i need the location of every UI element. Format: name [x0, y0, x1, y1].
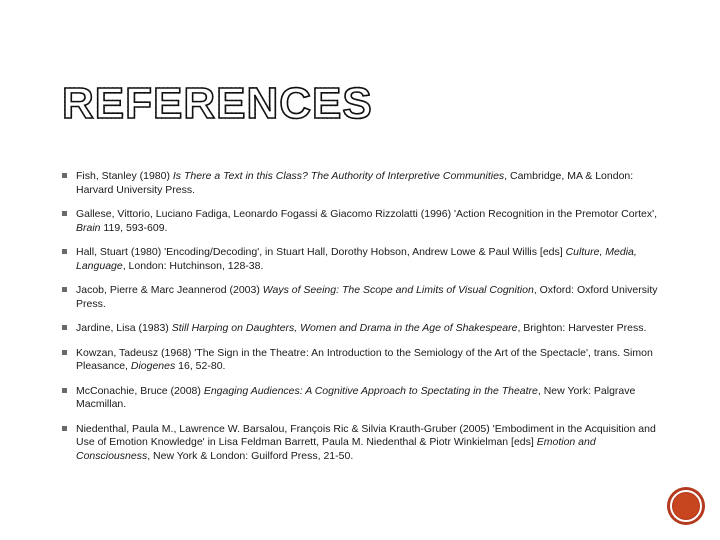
- slide-badge-icon: [666, 486, 706, 526]
- reference-item: [60, 322, 660, 336]
- square-bullet-icon: [62, 173, 67, 178]
- reference-title: Diogenes: [130, 360, 176, 372]
- reference-item: [60, 347, 660, 374]
- reference-text: , New York & London: Guilford Press, 21-50.: [147, 449, 354, 462]
- reference-title: Is There a Text in this Class? The Authority of Interpretive Communities: [172, 170, 505, 182]
- reference-item: [60, 385, 660, 412]
- reference-text: Hall, Stuart (1980) 'Encoding/Decoding', in Stuart Hall, Dorothy Hobson, Andrew Lowe & Paul Willis [eds]: [76, 246, 566, 258]
- reference-item: [60, 423, 660, 464]
- square-bullet-icon: [62, 325, 67, 330]
- reference-text: , Cambridge, MA & London: Harvard University Press.: [76, 170, 634, 196]
- reference-item: [60, 208, 660, 235]
- badge-inner-disc: [673, 493, 699, 519]
- reference-text: , London: Hutchinson, 128-38.: [122, 259, 264, 272]
- square-bullet-icon: [62, 249, 67, 254]
- slide-title: REFERENCES: [62, 79, 373, 128]
- reference-text: , Brighton: Harvester Press.: [517, 322, 647, 334]
- reference-title: Engaging Audiences: A Cognitive Approach to Spectating in the Theatre: [203, 384, 538, 397]
- reference-title: Emotion and Consciousness: [76, 436, 596, 462]
- reference-title: Still Harping on Daughters, Women and Drama in the Age of Shakespeare: [171, 322, 518, 334]
- square-bullet-icon: [62, 426, 67, 431]
- reference-title: Brain: [76, 221, 101, 234]
- reference-item: [60, 170, 660, 197]
- reference-text: Fish, Stanley (1980): [76, 170, 173, 182]
- square-bullet-icon: [62, 211, 67, 216]
- reference-text: McConachie, Bruce (2008): [76, 384, 204, 397]
- square-bullet-icon: [62, 388, 67, 393]
- reference-title: Culture, Media, Language: [76, 246, 637, 272]
- square-bullet-icon: [62, 287, 67, 292]
- square-bullet-icon: [62, 350, 67, 355]
- reference-text: , Oxford: Oxford University Press.: [76, 284, 658, 310]
- reference-text: Gallese, Vittorio, Luciano Fadiga, Leonardo Fogassi & Giacomo Rizzolatti (1996) 'Action Recognition in the Premotor Cortex',: [76, 208, 658, 220]
- reference-text: Jacob, Pierre & Marc Jeannerod (2003): [76, 284, 263, 296]
- reference-item: [60, 246, 660, 273]
- reference-text: 119, 593-609.: [100, 221, 168, 234]
- reference-text: Jardine, Lisa (1983): [76, 322, 172, 334]
- reference-text: Niedenthal, Paula M., Lawrence W. Barsalou, François Ric & Silvia Krauth-Gruber (2005) 'Embodiment in the Acquisition and Use of Emotion Knowledge' in Lisa Feldman Barrett, Paula M. Niedenthal & Piotr Winkielman [eds]: [76, 422, 656, 448]
- reference-item: [60, 284, 660, 311]
- reference-text: , New York: Palgrave Macmillan.: [76, 384, 636, 410]
- reference-text: 16, 52-80.: [175, 360, 226, 372]
- reference-title: Ways of Seeing: The Scope and Limits of Visual Cognition: [262, 284, 534, 296]
- reference-list: [60, 170, 660, 474]
- reference-text: Kowzan, Tadeusz (1968) 'The Sign in the Theatre: An Introduction to the Semiology of the Art of the Spectacle', trans. Simon Pleasance,: [76, 346, 653, 372]
